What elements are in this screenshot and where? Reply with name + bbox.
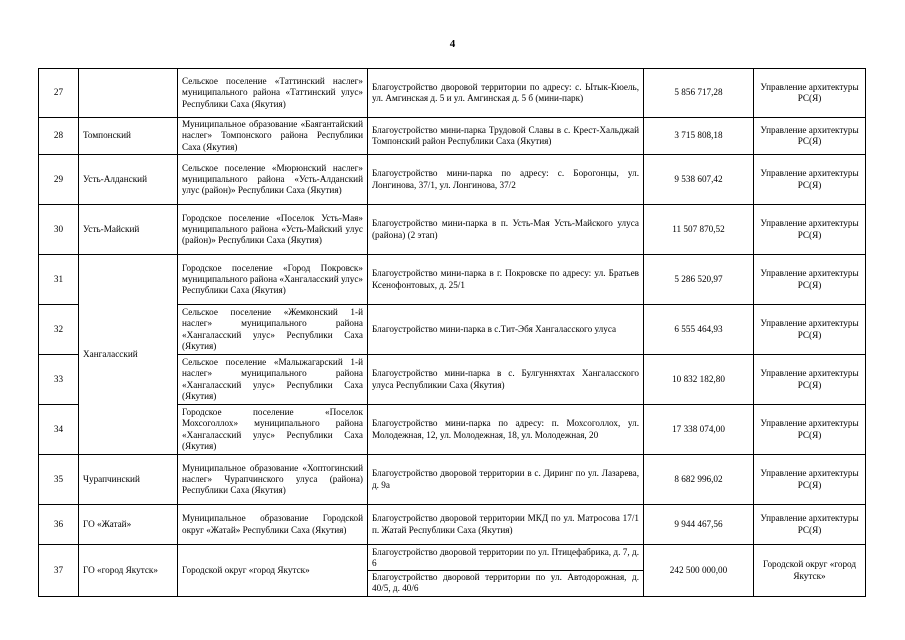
description-cell: Благоустройство дворовой территории по адресу: с. Ытык-Кюель, ул. Амгинская д. 5 и ул. Амгинская д. 5 б (мини-парк) bbox=[368, 69, 644, 118]
description-cell: Благоустройство дворовой территории в с. Диринг по ул. Лазарева, д. 9а bbox=[368, 455, 644, 505]
table-row bbox=[39, 69, 866, 118]
table-row bbox=[39, 255, 866, 305]
description-cell: Благоустройство мини-парка по адресу: с. Борогонцы, ул. Лонгинова, 37/1, ул. Лонгинова, 37/2 bbox=[368, 155, 644, 205]
municipality-cell: Сельское поселение «Таттинский наслег» муниципального района «Таттинский улус» Республики Саха (Якутия) bbox=[178, 69, 368, 118]
municipality-cell: Городское поселение «Город Покровск» муниципального района «Хангаласский улус» Республики Саха (Якутия) bbox=[178, 255, 368, 305]
description-cell bbox=[368, 545, 644, 597]
municipality-cell: Муниципальное образование «Хоптогинский наслег» Чурапчинского улуса (района) Республики Саха (Якутия) bbox=[178, 455, 368, 505]
description-cell: Благоустройство мини-парка в с. Булгунняхтах Хангаласского улуса Республикии Саха (Якутия) bbox=[368, 355, 644, 405]
table-row bbox=[39, 155, 866, 205]
amount-cell: 8 682 996,02 bbox=[644, 455, 754, 505]
description-cell: Благоустройство мини-парка в с.Тит-Эбя Хангаласского улуса bbox=[368, 305, 644, 355]
responsible-cell: Управление архитектуры РС(Я) bbox=[754, 305, 866, 355]
table-row bbox=[39, 545, 866, 597]
district-cell: Хангаласский bbox=[79, 255, 178, 455]
municipality-cell: Муниципальное образование «Баягантайский наслег» Томпонского района Республики Саха (Якутия) bbox=[178, 118, 368, 155]
table-row bbox=[39, 505, 866, 545]
row-number: 37 bbox=[39, 545, 79, 597]
amount-cell: 9 538 607,42 bbox=[644, 155, 754, 205]
district-cell: ГО «город Якутск» bbox=[79, 545, 178, 597]
row-number: 30 bbox=[39, 205, 79, 255]
district-cell bbox=[79, 69, 178, 118]
page-number: 4 bbox=[449, 38, 456, 50]
municipality-cell: Городское поселение «Поселок Мохсоголлох» муниципального района «Хангаласский улус» Республики Саха (Якутия) bbox=[178, 405, 368, 455]
row-number: 27 bbox=[39, 69, 79, 118]
row-number: 29 bbox=[39, 155, 79, 205]
responsible-cell: Управление архитектуры РС(Я) bbox=[754, 455, 866, 505]
table-row bbox=[39, 205, 866, 255]
responsible-cell: Управление архитектуры РС(Я) bbox=[754, 69, 866, 118]
responsible-cell: Управление архитектуры РС(Я) bbox=[754, 505, 866, 545]
amount-cell: 9 944 467,56 bbox=[644, 505, 754, 545]
description-part: Благоустройство дворовой территории по ул. Автодорожная, д. 40/5, д. 40/6 bbox=[372, 572, 639, 594]
responsible-cell: Городской округ «город Якутск» bbox=[754, 545, 866, 597]
description-cell: Благоустройство мини-парка по адресу: п. Мохсоголлох, ул. Молодежная, 12, ул. Молодежная, 18, ул. Молодежная, 20 bbox=[368, 405, 644, 455]
table-row bbox=[39, 118, 866, 155]
row-number: 28 bbox=[39, 118, 79, 155]
responsible-cell: Управление архитектуры РС(Я) bbox=[754, 355, 866, 405]
table-row bbox=[39, 455, 866, 505]
responsible-cell: Управление архитектуры РС(Я) bbox=[754, 155, 866, 205]
municipality-cell: Муниципальное образование Городской округ «Жатай» Республики Саха (Якутия) bbox=[178, 505, 368, 545]
amount-cell: 5 856 717,28 bbox=[644, 69, 754, 118]
amount-cell: 5 286 520,97 bbox=[644, 255, 754, 305]
description-cell: Благоустройство мини-парка Трудовой Славы в с. Крест-Хальджай Томпонский район Республики Саха (Якутия) bbox=[368, 118, 644, 155]
district-cell: Усть-Алданский bbox=[79, 155, 178, 205]
municipality-cell: Сельское поселение «Жемконский 1-й наслег» муниципального района «Хангаласский улус» Республики Саха (Якутия) bbox=[178, 305, 368, 355]
responsible-cell: Управление архитектуры РС(Я) bbox=[754, 405, 866, 455]
row-number: 31 bbox=[39, 255, 79, 305]
municipality-cell: Сельское поселение «Мюрюнский наслег» муниципального района «Усть-Алданский улус (район)» Республики Саха (Якутия) bbox=[178, 155, 368, 205]
row-number: 35 bbox=[39, 455, 79, 505]
responsible-cell: Управление архитектуры РС(Я) bbox=[754, 255, 866, 305]
municipality-cell: Городское поселение «Поселок Усть-Мая» муниципального района «Усть-Майский улус (район)» Республики Саха (Якутия) bbox=[178, 205, 368, 255]
row-number: 36 bbox=[39, 505, 79, 545]
district-cell: Усть-Майский bbox=[79, 205, 178, 255]
district-cell: Томпонский bbox=[79, 118, 178, 155]
description-cell: Благоустройство мини-парка в г. Покровске по адресу: ул. Братьев Ксенофонтовых, д. 25/1 bbox=[368, 255, 644, 305]
amount-cell: 3 715 808,18 bbox=[644, 118, 754, 155]
row-number: 33 bbox=[39, 355, 79, 405]
amount-cell: 10 832 182,80 bbox=[644, 355, 754, 405]
description-part: Благоустройство дворовой территории по ул. Птицефабрика, д. 7, д. 6 bbox=[368, 547, 643, 571]
row-number: 32 bbox=[39, 305, 79, 355]
responsible-cell: Управление архитектуры РС(Я) bbox=[754, 118, 866, 155]
amount-cell: 242 500 000,00 bbox=[644, 545, 754, 597]
amount-cell: 17 338 074,00 bbox=[644, 405, 754, 455]
municipality-cell: Сельское поселение «Малыжагарский 1-й наслег» муниципального района «Хангаласский улус» Республики Саха (Якутия) bbox=[178, 355, 368, 405]
district-cell: Чурапчинский bbox=[79, 455, 178, 505]
row-number: 34 bbox=[39, 405, 79, 455]
responsible-cell: Управление архитектуры РС(Я) bbox=[754, 205, 866, 255]
district-cell: ГО «Жатай» bbox=[79, 505, 178, 545]
municipality-cell: Городской округ «город Якутск» bbox=[178, 545, 368, 597]
amount-cell: 11 507 870,52 bbox=[644, 205, 754, 255]
description-cell: Благоустройство мини-парка в п. Усть-Мая Усть-Майского улуса (района) (2 этап) bbox=[368, 205, 644, 255]
amount-cell: 6 555 464,93 bbox=[644, 305, 754, 355]
program-table bbox=[38, 68, 866, 597]
description-cell: Благоустройство дворовой территории МКД по ул. Матросова 17/1 п. Жатай Республики Саха (Якутия) bbox=[368, 505, 644, 545]
